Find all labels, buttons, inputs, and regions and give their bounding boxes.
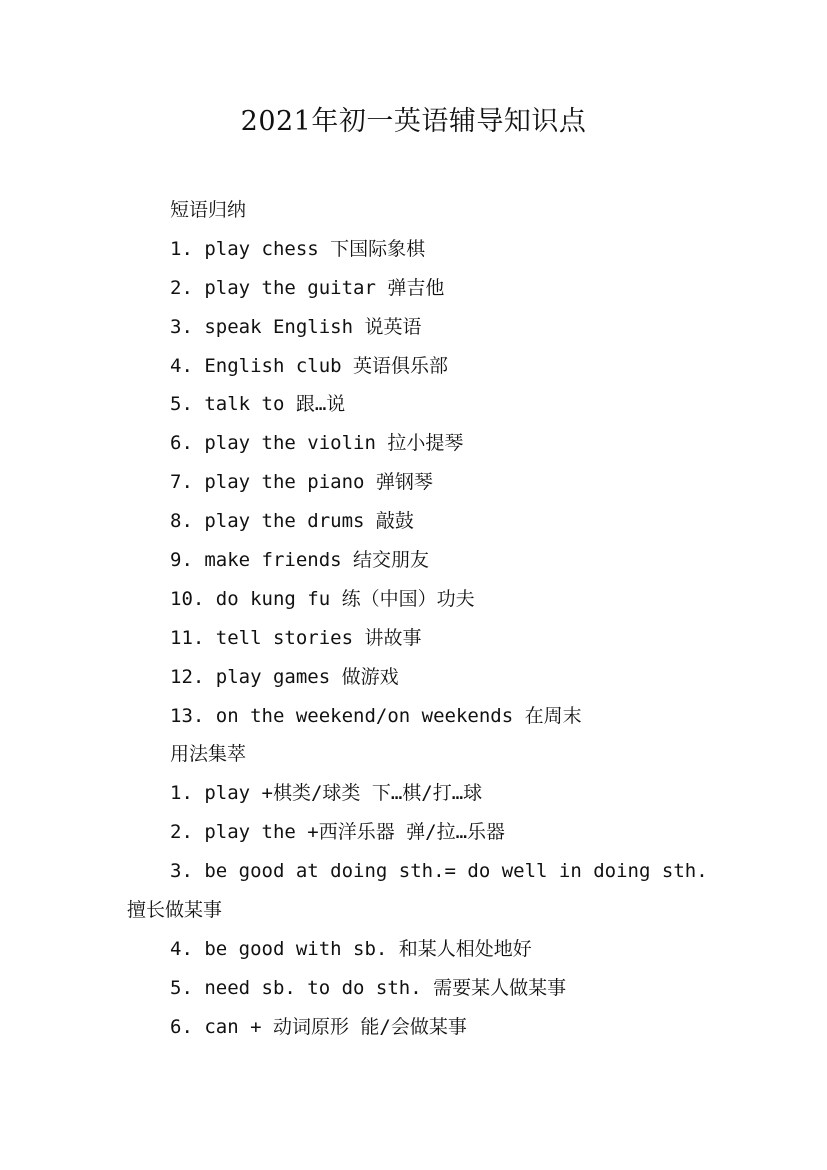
phrase-item: 4. English club 英语俱乐部 (170, 354, 449, 377)
phrase-item: 11. tell stories 讲故事 (170, 626, 422, 649)
usage-item-continuation: 擅长做某事 (127, 899, 223, 922)
usage-item: 4. be good with sb. 和某人相处地好 (170, 937, 532, 960)
phrase-item: 6. play the violin 拉小提琴 (170, 432, 464, 455)
usage-item: 5. need sb. to do sth. 需要某人做某事 (170, 976, 567, 999)
phrase-item: 8. play the drums 敲鼓 (170, 510, 414, 533)
document-body (0, 191, 827, 1047)
phrase-item: 9. make friends 结交朋友 (170, 549, 430, 572)
phrase-item: 2. play the guitar 弹吉他 (170, 276, 445, 299)
document-title: 2021年初一英语辅导知识点 (240, 106, 587, 137)
section-heading-phrases: 短语归纳 (170, 199, 247, 221)
usage-item: 3. be good at doing sth.= do well in doing sth. (170, 860, 708, 883)
phrase-item: 10. do kung fu 练（中国）功夫 (170, 587, 475, 610)
phrase-item: 13. on the weekend/on weekends 在周末 (170, 704, 582, 727)
phrase-item: 7. play the piano 弹钢琴 (170, 471, 433, 494)
phrase-item: 3. speak English 说英语 (170, 315, 422, 338)
usage-item: 1. play +棋类/球类 下…棋/打…球 (170, 782, 483, 805)
phrase-item: 5. talk to 跟…说 (170, 393, 346, 416)
phrase-item: 12. play games 做游戏 (170, 665, 399, 688)
phrase-item: 1. play chess 下国际象棋 (170, 237, 426, 260)
usage-item: 6. can + 动词原形 能/会做某事 (170, 1015, 467, 1038)
usage-item: 2. play the +西洋乐器 弹/拉…乐器 (170, 821, 506, 844)
section-heading-usage: 用法集萃 (170, 743, 247, 766)
